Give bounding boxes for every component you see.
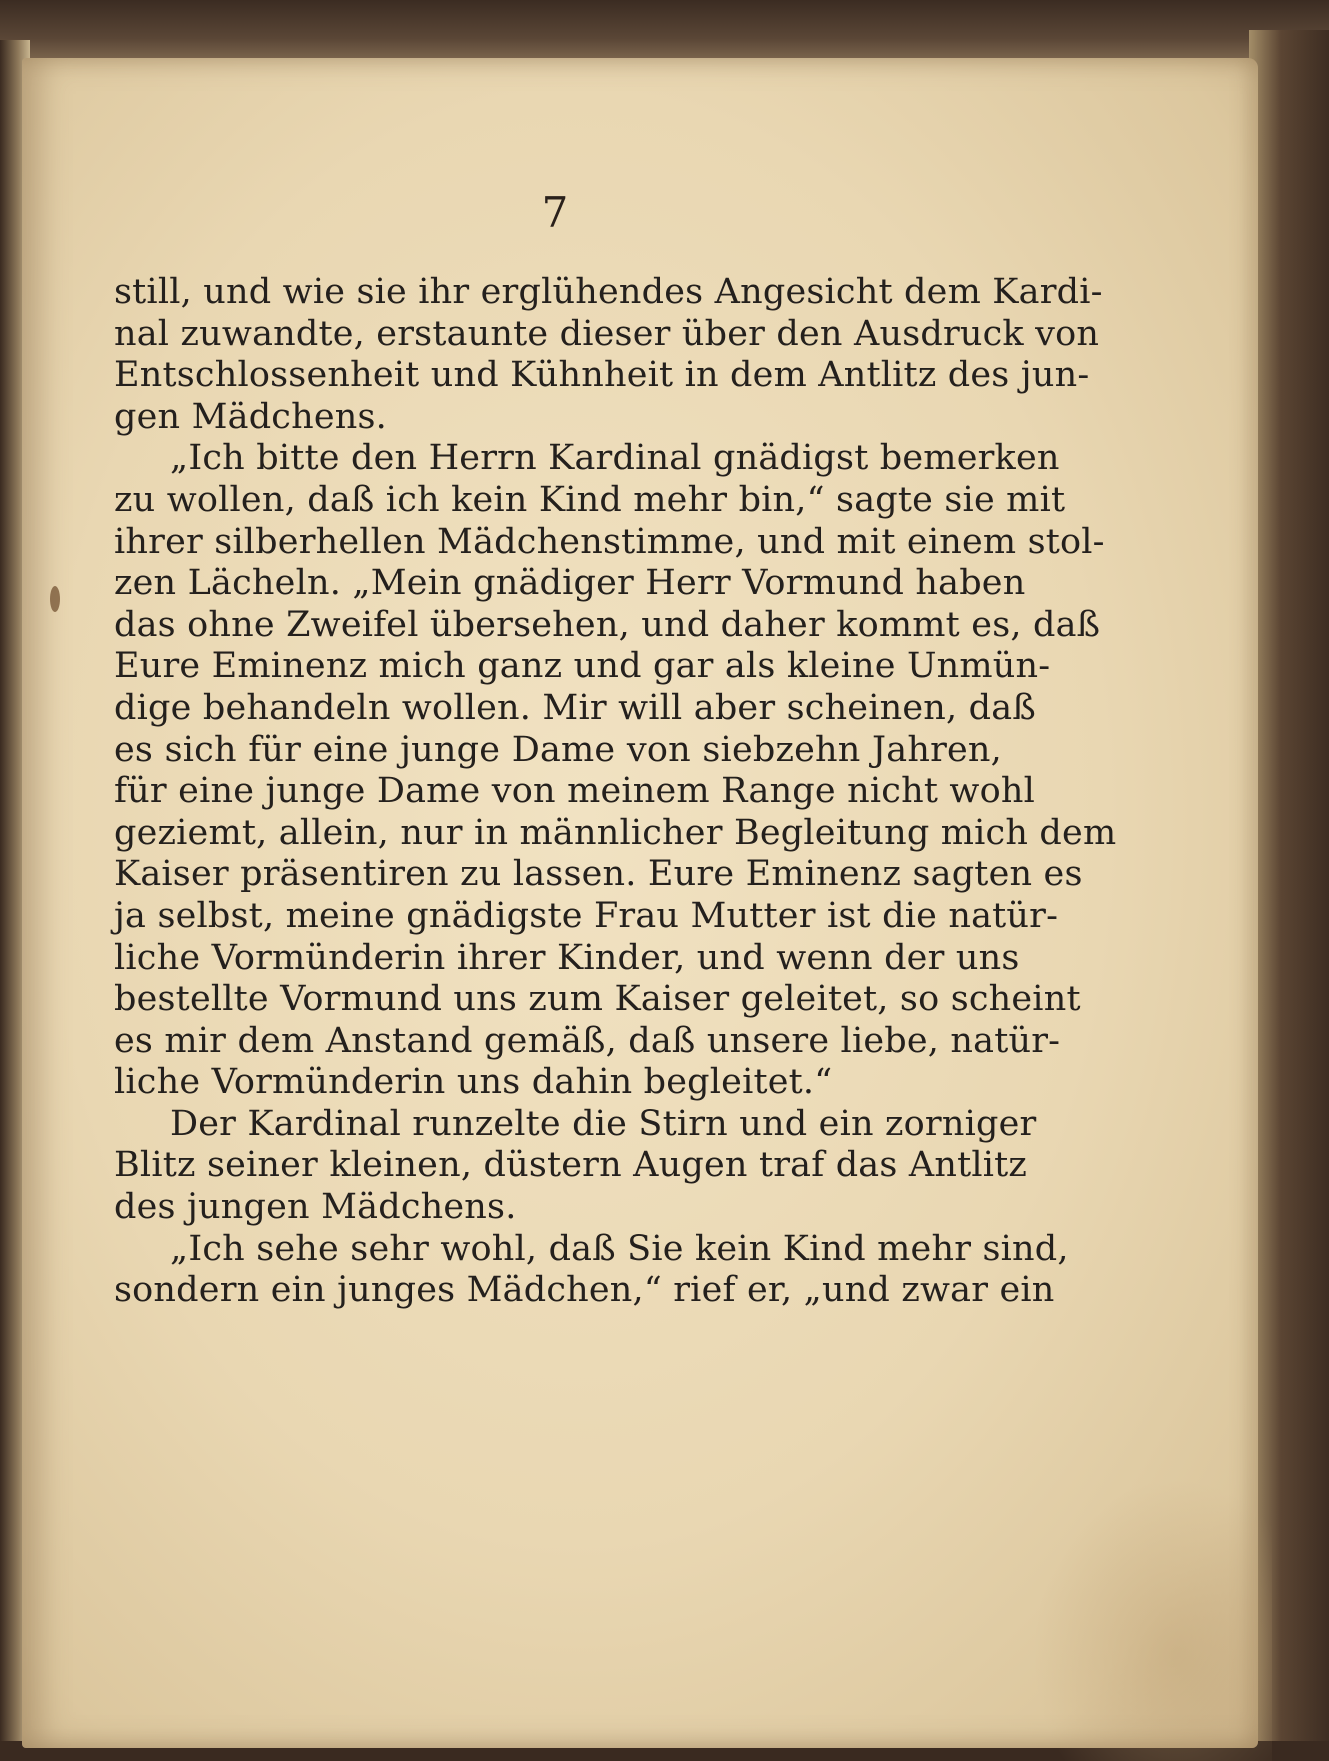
text-line: liche Vormünderin uns dahin begleitet.“ [114, 1062, 833, 1103]
text-line: des jungen Mädchens. [114, 1187, 517, 1228]
text-line: geziemt, allein, nur in männlicher Begleitung mich dem [114, 812, 1117, 853]
text-line: „Ich bitte den Herrn Kardinal gnädigst bemerken [170, 438, 1060, 479]
text-line: das ohne Zweifel übersehen, und daher kommt es, daß [114, 604, 1101, 645]
paper-stain [1032, 1478, 1272, 1761]
text-line: zu wollen, daß ich kein Kind mehr bin,“ sagte sie mit [114, 479, 1066, 520]
text-line: dige behandeln wollen. Mir will aber scheinen, daß [114, 687, 1036, 728]
text-line: Der Kardinal runzelte die Stirn und ein zorniger [170, 1103, 1037, 1144]
text-line: es mir dem Anstand gemäß, daß unsere liebe, natür- [114, 1020, 1061, 1061]
text-line: ja selbst, meine gnädigste Frau Mutter ist die natür- [114, 895, 1059, 936]
page-number: 7 [541, 188, 569, 237]
text-line: Entschlossenheit und Kühnheit in dem Antlitz des jun- [114, 355, 1090, 396]
text-line: still, und wie sie ihr erglühendes Angesicht dem Kardi- [114, 272, 1103, 312]
text-line: zen Lächeln. „Mein gnädiger Herr Vormund haben [114, 563, 1026, 604]
text-line: ihrer silberhellen Mädchenstimme, und mit einem stol- [114, 521, 1105, 562]
text-line: bestellte Vormund uns zum Kaiser geleitet, so scheint [114, 979, 1081, 1020]
text-line: gen Mädchens. [114, 396, 387, 437]
text-line: für eine junge Dame von meinem Range nicht wohl [114, 771, 1035, 812]
text-line: „Ich sehe sehr wohl, daß Sie kein Kind mehr sind, [170, 1228, 1069, 1269]
text-line: Kaiser präsentiren zu lassen. Eure Eminenz sagten es [114, 854, 1083, 895]
text-line: Eure Eminenz mich ganz und gar als kleine Unmün- [114, 646, 1051, 687]
margin-mark [50, 586, 60, 612]
text-line: nal zuwandte, erstaunte dieser über den Ausdruck von [114, 313, 1100, 354]
body-text [114, 272, 1117, 1312]
text-line: Blitz seiner kleinen, düstern Augen traf das Antlitz [114, 1145, 1028, 1186]
text-line: sondern ein junges Mädchen,“ rief er, „und zwar ein [114, 1270, 1055, 1311]
text-line: es sich für eine junge Dame von siebzehn Jahren, [114, 729, 1002, 770]
text-line: liche Vormünderin ihrer Kinder, und wenn der uns [114, 937, 1020, 978]
